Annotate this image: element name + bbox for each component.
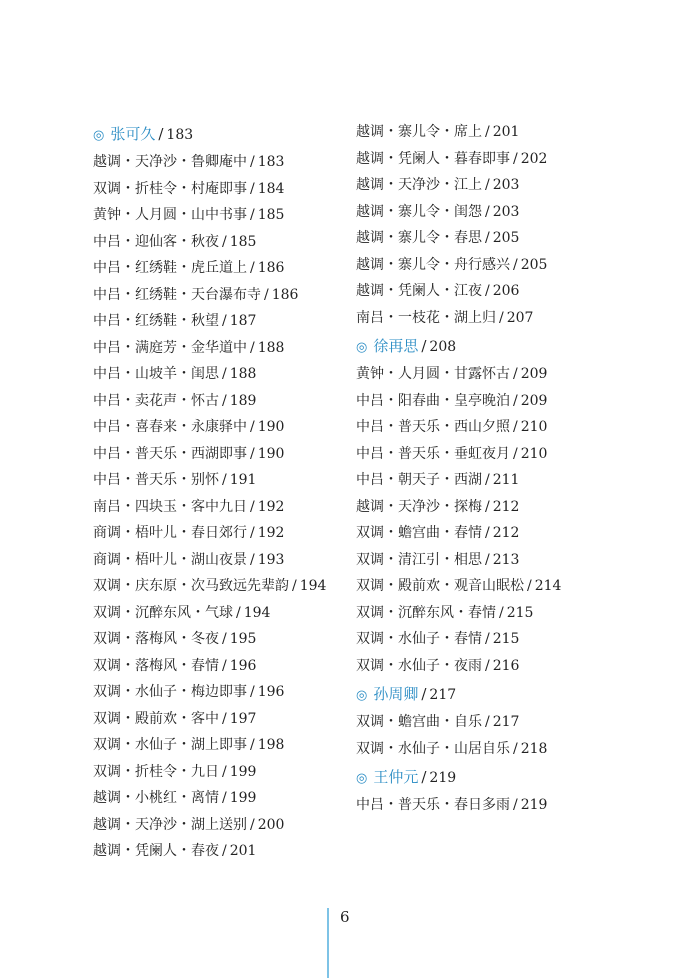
- separator: /: [485, 124, 490, 140]
- toc-entry: [93, 308, 343, 335]
- separator: /: [222, 763, 227, 780]
- author-heading: [356, 331, 656, 361]
- separator: /: [485, 230, 490, 246]
- separator: /: [222, 472, 227, 488]
- page-ref: 203: [492, 203, 520, 220]
- separator: /: [513, 150, 518, 167]
- page-ref: 215: [506, 604, 534, 621]
- entry-title: 双调・殿前欢・观音山眠松: [356, 578, 524, 594]
- page-ref: 207: [506, 309, 534, 326]
- toc-entry: [356, 467, 656, 494]
- entry-title: 双调・清江引・相思: [356, 551, 482, 568]
- toc-entry: [93, 759, 343, 786]
- separator: /: [222, 843, 227, 859]
- page-ref: 183: [166, 127, 194, 143]
- toc-entry: [93, 335, 343, 362]
- page-ref: 183: [257, 154, 285, 170]
- separator: /: [222, 790, 227, 806]
- separator: /: [250, 154, 255, 170]
- toc-entry: [93, 282, 343, 309]
- author-heading: [93, 119, 343, 149]
- separator: /: [421, 768, 427, 786]
- page-ref: 209: [520, 392, 548, 409]
- toc-entry: [93, 626, 343, 653]
- page-ref: 188: [229, 366, 257, 382]
- page-ref: 196: [229, 657, 257, 674]
- page-ref: 185: [229, 233, 257, 250]
- page-ref: 195: [229, 631, 257, 647]
- separator: /: [513, 445, 518, 462]
- entry-title: 双调・殿前欢・客中: [93, 710, 219, 727]
- author-heading: [356, 679, 656, 709]
- separator: /: [292, 578, 297, 594]
- entry-title: 中吕・迎仙客・秋夜: [93, 233, 219, 250]
- toc-right-column: [356, 119, 656, 819]
- page-ref: 203: [492, 177, 520, 193]
- author-marker-icon: ◎: [356, 340, 368, 355]
- entry-title: 中吕・普天乐・西湖即事: [93, 445, 247, 462]
- toc-entry: [356, 305, 656, 332]
- separator: /: [485, 714, 490, 730]
- separator: /: [499, 309, 504, 326]
- separator: /: [485, 551, 490, 568]
- toc-entry: [356, 573, 656, 600]
- separator: /: [513, 366, 518, 382]
- separator: /: [513, 797, 518, 813]
- entry-title: 越调・天净沙・探梅: [356, 498, 482, 515]
- toc-entry: [356, 388, 656, 415]
- separator: /: [527, 578, 532, 594]
- page-ref: 205: [520, 256, 548, 273]
- separator: /: [485, 177, 490, 193]
- entry-title: 双调・庆东原・次马致远先辈韵: [93, 578, 289, 594]
- page-ref: 206: [492, 283, 520, 299]
- author-name: 徐再思: [373, 337, 419, 355]
- entry-title: 中吕・满庭芳・金华道中: [93, 339, 247, 356]
- page-ref: 198: [257, 737, 285, 753]
- separator: /: [222, 313, 227, 329]
- page-ref: 186: [257, 260, 285, 276]
- entry-title: 中吕・红绣鞋・秋望: [93, 313, 219, 329]
- page-ref: 185: [257, 207, 285, 223]
- page-ref: 200: [257, 816, 285, 833]
- toc-entry: [93, 838, 343, 865]
- toc-entry: [93, 176, 343, 203]
- toc-entry: [93, 149, 343, 176]
- toc-entry: [93, 600, 343, 627]
- separator: /: [222, 631, 227, 647]
- separator: /: [485, 631, 490, 647]
- separator: /: [250, 551, 255, 568]
- page-ref: 197: [229, 710, 257, 727]
- page-ref: 217: [429, 687, 457, 703]
- toc-entry: [356, 547, 656, 574]
- separator: /: [222, 710, 227, 727]
- toc-entry: [356, 494, 656, 521]
- toc-entry: [356, 361, 656, 388]
- page-ref: 190: [257, 445, 285, 462]
- toc-entry: [356, 225, 656, 252]
- entry-title: 越调・天净沙・湖上送别: [93, 816, 247, 833]
- separator: /: [485, 525, 490, 541]
- separator: /: [264, 286, 269, 303]
- entry-title: 越调・寨儿令・舟行感兴: [356, 256, 510, 273]
- toc-entry: [93, 520, 343, 547]
- separator: /: [485, 472, 490, 488]
- entry-title: 黄钟・人月圆・山中书事: [93, 207, 247, 223]
- toc-entry: [93, 255, 343, 282]
- page-ref: 216: [492, 657, 520, 674]
- separator: /: [250, 525, 255, 541]
- page-ref: 186: [271, 286, 299, 303]
- toc-entry: [93, 812, 343, 839]
- page-number: 6: [340, 908, 350, 926]
- toc-entry: [93, 785, 343, 812]
- page-ref: 212: [492, 525, 520, 541]
- entry-title: 中吕・普天乐・西山夕照: [356, 419, 510, 435]
- toc-left-column: [93, 119, 343, 865]
- entry-title: 越调・天净沙・鲁卿庵中: [93, 154, 247, 170]
- entry-title: 中吕・红绣鞋・天台瀑布寺: [93, 286, 261, 303]
- page-ref: 184: [257, 180, 285, 197]
- separator: /: [236, 604, 241, 621]
- entry-title: 双调・折桂令・村庵即事: [93, 180, 247, 197]
- page-ref: 196: [257, 684, 285, 700]
- entry-title: 中吕・山坡羊・闺思: [93, 366, 219, 382]
- author-marker-icon: ◎: [93, 128, 105, 143]
- page-ref: 193: [257, 551, 285, 568]
- entry-title: 中吕・普天乐・别怀: [93, 472, 219, 488]
- toc-entry: [93, 414, 343, 441]
- separator: /: [250, 737, 255, 753]
- entry-title: 中吕・普天乐・垂虹夜月: [356, 445, 510, 462]
- separator: /: [513, 740, 518, 757]
- page-ref: 209: [520, 366, 548, 382]
- page-ref: 219: [429, 770, 457, 786]
- entry-title: 双调・沉醉东风・气球: [93, 604, 233, 621]
- page-ref: 208: [429, 339, 457, 355]
- toc-entry: [356, 653, 656, 680]
- entry-title: 越调・寨儿令・闺怨: [356, 203, 482, 220]
- separator: /: [158, 125, 164, 143]
- entry-title: 双调・蟾宫曲・春情: [356, 525, 482, 541]
- page-ref: 187: [229, 313, 257, 329]
- entry-title: 越调・寨儿令・春思: [356, 230, 482, 246]
- toc-entry: [93, 202, 343, 229]
- separator: /: [499, 604, 504, 621]
- toc-entry: [93, 706, 343, 733]
- separator: /: [513, 419, 518, 435]
- toc-entry: [93, 547, 343, 574]
- toc-entry: [356, 119, 656, 146]
- page-ref: 201: [492, 124, 520, 140]
- page-ref: 210: [520, 445, 548, 462]
- separator: /: [250, 816, 255, 833]
- page-ref: 191: [229, 472, 257, 488]
- separator: /: [250, 260, 255, 276]
- toc-entry: [356, 441, 656, 468]
- separator: /: [222, 233, 227, 250]
- entry-title: 中吕・普天乐・春日多雨: [356, 797, 510, 813]
- page-ref: 213: [492, 551, 520, 568]
- separator: /: [513, 256, 518, 273]
- entry-title: 越调・寨儿令・席上: [356, 124, 482, 140]
- separator: /: [250, 339, 255, 356]
- entry-title: 双调・水仙子・湖上即事: [93, 737, 247, 753]
- entry-title: 双调・水仙子・山居自乐: [356, 740, 510, 757]
- toc-entry: [356, 626, 656, 653]
- entry-title: 越调・小桃红・离情: [93, 790, 219, 806]
- entry-title: 中吕・卖花声・怀古: [93, 392, 219, 409]
- toc-entry: [356, 520, 656, 547]
- toc-entry: [356, 146, 656, 173]
- toc-entry: [356, 278, 656, 305]
- page-ref: 194: [299, 578, 327, 594]
- separator: /: [250, 445, 255, 462]
- toc-entry: [356, 199, 656, 226]
- toc-entry: [93, 441, 343, 468]
- author-heading: [356, 762, 656, 792]
- entry-title: 双调・水仙子・春情: [356, 631, 482, 647]
- page-ref: 194: [243, 604, 271, 621]
- toc-entry: [356, 792, 656, 819]
- footer-divider: [327, 908, 329, 978]
- page-ref: 212: [492, 498, 520, 515]
- separator: /: [250, 498, 255, 515]
- entry-title: 双调・折桂令・九日: [93, 763, 219, 780]
- toc-entry: [93, 573, 343, 600]
- separator: /: [485, 657, 490, 674]
- separator: /: [421, 685, 427, 703]
- author-name: 孙周卿: [373, 685, 419, 703]
- page-ref: 211: [492, 472, 520, 488]
- page-ref: 218: [520, 740, 548, 757]
- author-name: 张可久: [110, 125, 156, 143]
- separator: /: [222, 392, 227, 409]
- page-ref: 214: [534, 578, 562, 594]
- entry-title: 双调・落梅风・冬夜: [93, 631, 219, 647]
- page-ref: 219: [520, 797, 548, 813]
- page-ref: 201: [229, 843, 257, 859]
- author-marker-icon: ◎: [356, 771, 368, 786]
- author-name: 王仲元: [373, 768, 419, 786]
- page-ref: 199: [229, 790, 257, 806]
- page-ref: 205: [492, 230, 520, 246]
- entry-title: 双调・落梅风・春情: [93, 657, 219, 674]
- toc-entry: [356, 172, 656, 199]
- entry-title: 中吕・喜春来・永康驿中: [93, 419, 247, 435]
- entry-title: 南吕・一枝花・湖上归: [356, 309, 496, 326]
- entry-title: 南吕・四块玉・客中九日: [93, 498, 247, 515]
- entry-title: 商调・梧叶儿・春日郊行: [93, 525, 247, 541]
- author-marker-icon: ◎: [356, 688, 368, 703]
- toc-entry: [93, 653, 343, 680]
- toc-entry: [356, 252, 656, 279]
- page-ref: 189: [229, 392, 257, 409]
- toc-entry: [93, 467, 343, 494]
- separator: /: [513, 392, 518, 409]
- separator: /: [250, 207, 255, 223]
- toc-entry: [93, 494, 343, 521]
- page-ref: 190: [257, 419, 285, 435]
- entry-title: 越调・凭阑人・春夜: [93, 843, 219, 859]
- toc-entry: [93, 388, 343, 415]
- toc-entry: [93, 229, 343, 256]
- page-ref: 202: [520, 150, 548, 167]
- separator: /: [250, 180, 255, 197]
- toc-entry: [93, 361, 343, 388]
- toc-entry: [356, 709, 656, 736]
- toc-entry: [93, 732, 343, 759]
- toc-entry: [356, 414, 656, 441]
- page-ref: 192: [257, 525, 285, 541]
- entry-title: 中吕・红绣鞋・虎丘道上: [93, 260, 247, 276]
- entry-title: 越调・天净沙・江上: [356, 177, 482, 193]
- toc-entry: [93, 679, 343, 706]
- page-ref: 192: [257, 498, 285, 515]
- entry-title: 双调・沉醉东风・春情: [356, 604, 496, 621]
- separator: /: [421, 337, 427, 355]
- separator: /: [222, 366, 227, 382]
- entry-title: 越调・凭阑人・江夜: [356, 283, 482, 299]
- entry-title: 越调・凭阑人・暮春即事: [356, 150, 510, 167]
- separator: /: [250, 419, 255, 435]
- entry-title: 商调・梧叶儿・湖山夜景: [93, 551, 247, 568]
- separator: /: [485, 498, 490, 515]
- page-ref: 199: [229, 763, 257, 780]
- entry-title: 双调・水仙子・夜雨: [356, 657, 482, 674]
- entry-title: 双调・蟾宫曲・自乐: [356, 714, 482, 730]
- toc-entry: [356, 736, 656, 763]
- entry-title: 黄钟・人月圆・甘露怀古: [356, 366, 510, 382]
- separator: /: [250, 684, 255, 700]
- separator: /: [485, 203, 490, 220]
- page-ref: 188: [257, 339, 285, 356]
- separator: /: [485, 283, 490, 299]
- toc-entry: [356, 600, 656, 627]
- page-ref: 210: [520, 419, 548, 435]
- page-ref: 217: [492, 714, 520, 730]
- page-ref: 215: [492, 631, 520, 647]
- entry-title: 双调・水仙子・梅边即事: [93, 684, 247, 700]
- separator: /: [222, 657, 227, 674]
- entry-title: 中吕・阳春曲・皇亭晚泊: [356, 392, 510, 409]
- entry-title: 中吕・朝天子・西湖: [356, 472, 482, 488]
